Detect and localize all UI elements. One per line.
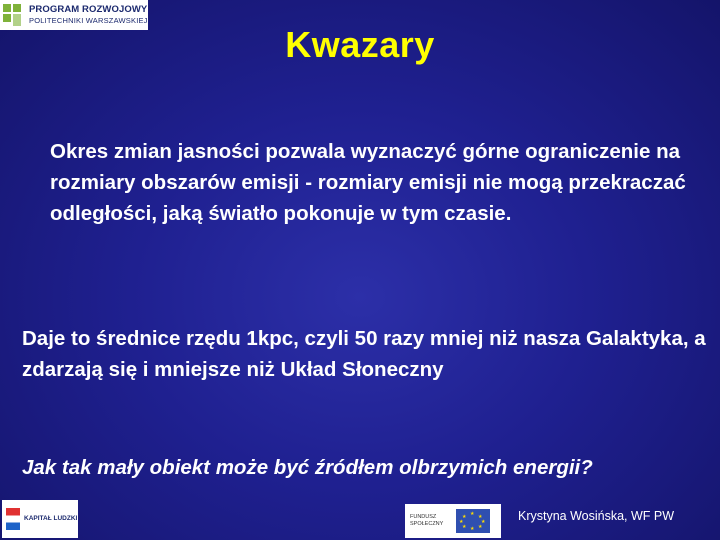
logo-line-1: PROGRAM ROZWOJOWY bbox=[29, 4, 148, 15]
paragraph-2: Daje to średnice rzędu 1kpc, czyli 50 razy mniej niż nasza Galaktyka, a zdarzają się i mniejsze niż Układ Słoneczny bbox=[22, 327, 706, 381]
kapital-ludzki-label: KAPITAŁ LUDZKI bbox=[24, 515, 78, 522]
flag-icon bbox=[6, 508, 20, 530]
slide-title: Kwazary bbox=[285, 24, 435, 65]
paragraph-1: Okres zmian jasności pozwala wyznaczyć górne ograniczenie na rozmiary obszarów emisji - rozmiary emisji nie mogą przekraczać odległości, jaką światło pokonuje w tym czasie. bbox=[50, 140, 686, 225]
eu-fund-label: FUNDUSZ SPOŁECZNY bbox=[410, 514, 444, 527]
paragraph-question: Jak tak mały obiekt może być źródłem olbrzymich energii? bbox=[22, 456, 593, 479]
author-credit: Krystyna Wosińska, WF PW bbox=[518, 509, 675, 523]
eu-flag-icon: ★ ★ ★ ★ ★ ★ ★ ★ bbox=[456, 509, 490, 533]
logo-line-2: POLITECHNIKI WARSZAWSKIEJ bbox=[29, 16, 148, 25]
eu-fund-logo bbox=[405, 504, 501, 538]
kapital-ludzki-logo bbox=[2, 500, 78, 538]
